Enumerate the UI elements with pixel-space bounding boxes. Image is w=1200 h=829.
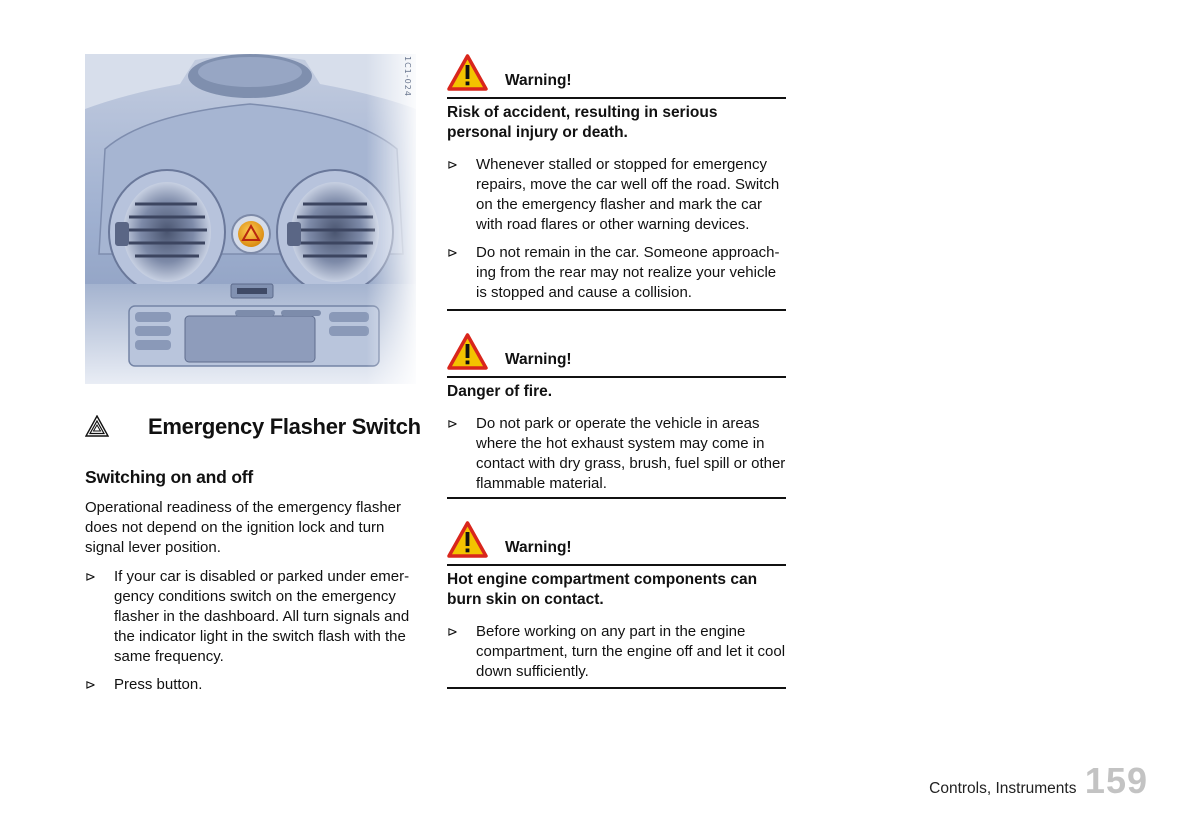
list-item	[85, 675, 425, 695]
warning-title: Danger of fire.	[447, 383, 553, 400]
bullet-arrow-icon: ⊳	[85, 677, 96, 692]
divider	[447, 497, 786, 499]
warning-box-hot-engine	[447, 521, 786, 690]
section-heading	[85, 410, 425, 444]
warning-list	[447, 622, 786, 682]
list-item-text: Whenever stalled or stopped for emergency repairs, move the car well off the road. Switch on the emergency flasher and mark the car with road flares or other warning devices.	[476, 156, 780, 233]
bullet-arrow-icon: ⊳	[447, 157, 458, 172]
section-title: Emergency Flasher Switch	[148, 414, 421, 439]
figure-code: 1C1-024	[403, 56, 412, 97]
warning-triangle-icon	[447, 333, 488, 370]
divider	[447, 97, 786, 99]
bullet-arrow-icon: ⊳	[447, 624, 458, 639]
subheading: Switching on and off	[85, 467, 254, 487]
list-item	[447, 155, 786, 235]
hazard-triangle-icon	[85, 415, 109, 437]
divider	[447, 687, 786, 689]
divider	[447, 564, 786, 566]
warning-list	[447, 414, 786, 494]
bullet-arrow-icon: ⊳	[447, 416, 458, 431]
warning-box-accident	[447, 54, 786, 311]
page-footer	[929, 760, 1148, 800]
divider	[447, 376, 786, 378]
dashboard-illustration	[85, 54, 416, 384]
list-item-text: Before working on any part in the engine compartment, turn the engine off and let it cool down sufficiently.	[476, 623, 786, 680]
instruction-list	[85, 567, 425, 703]
list-item	[447, 414, 786, 494]
bullet-arrow-icon: ⊳	[447, 245, 458, 260]
list-item-text: Do not park or operate the vehicle in areas where the hot exhaust system may come in contact with dry grass, brush, fuel spill or other flammable material.	[476, 415, 786, 492]
list-item-text: Do not remain in the car. Someone approaching from the rear may not realize your vehicle is stopped and cause a collision.	[476, 244, 780, 301]
bullet-arrow-icon: ⊳	[85, 569, 96, 584]
warning-triangle-icon	[447, 521, 488, 558]
warning-triangle-icon	[447, 54, 488, 91]
warning-label: Warning!	[505, 72, 572, 89]
list-item	[447, 243, 786, 303]
chapter-label: Controls, Instruments	[929, 780, 1077, 797]
intro-paragraph: Operational readiness of the emergency flasher does not depend on the ignition lock and turn signal lever position.	[85, 499, 402, 556]
warning-label: Warning!	[505, 539, 572, 556]
warning-box-fire	[447, 333, 786, 502]
warning-title: Risk of accident, resulting in serious personal injury or death.	[447, 104, 718, 141]
page-number: 159	[1084, 760, 1148, 801]
warning-list	[447, 155, 786, 303]
list-item	[447, 622, 786, 682]
list-item	[85, 567, 425, 667]
divider	[447, 309, 786, 311]
warning-title: Hot engine compartment components can burn skin on contact.	[447, 571, 758, 608]
list-item-text: Press button.	[114, 676, 203, 693]
list-item-text: If your car is disabled or parked under emergency conditions switch on the emergency flasher in the dashboard. All turn signals and the indicator light in the switch flash with the same frequency.	[114, 568, 410, 665]
warning-label: Warning!	[505, 351, 572, 368]
